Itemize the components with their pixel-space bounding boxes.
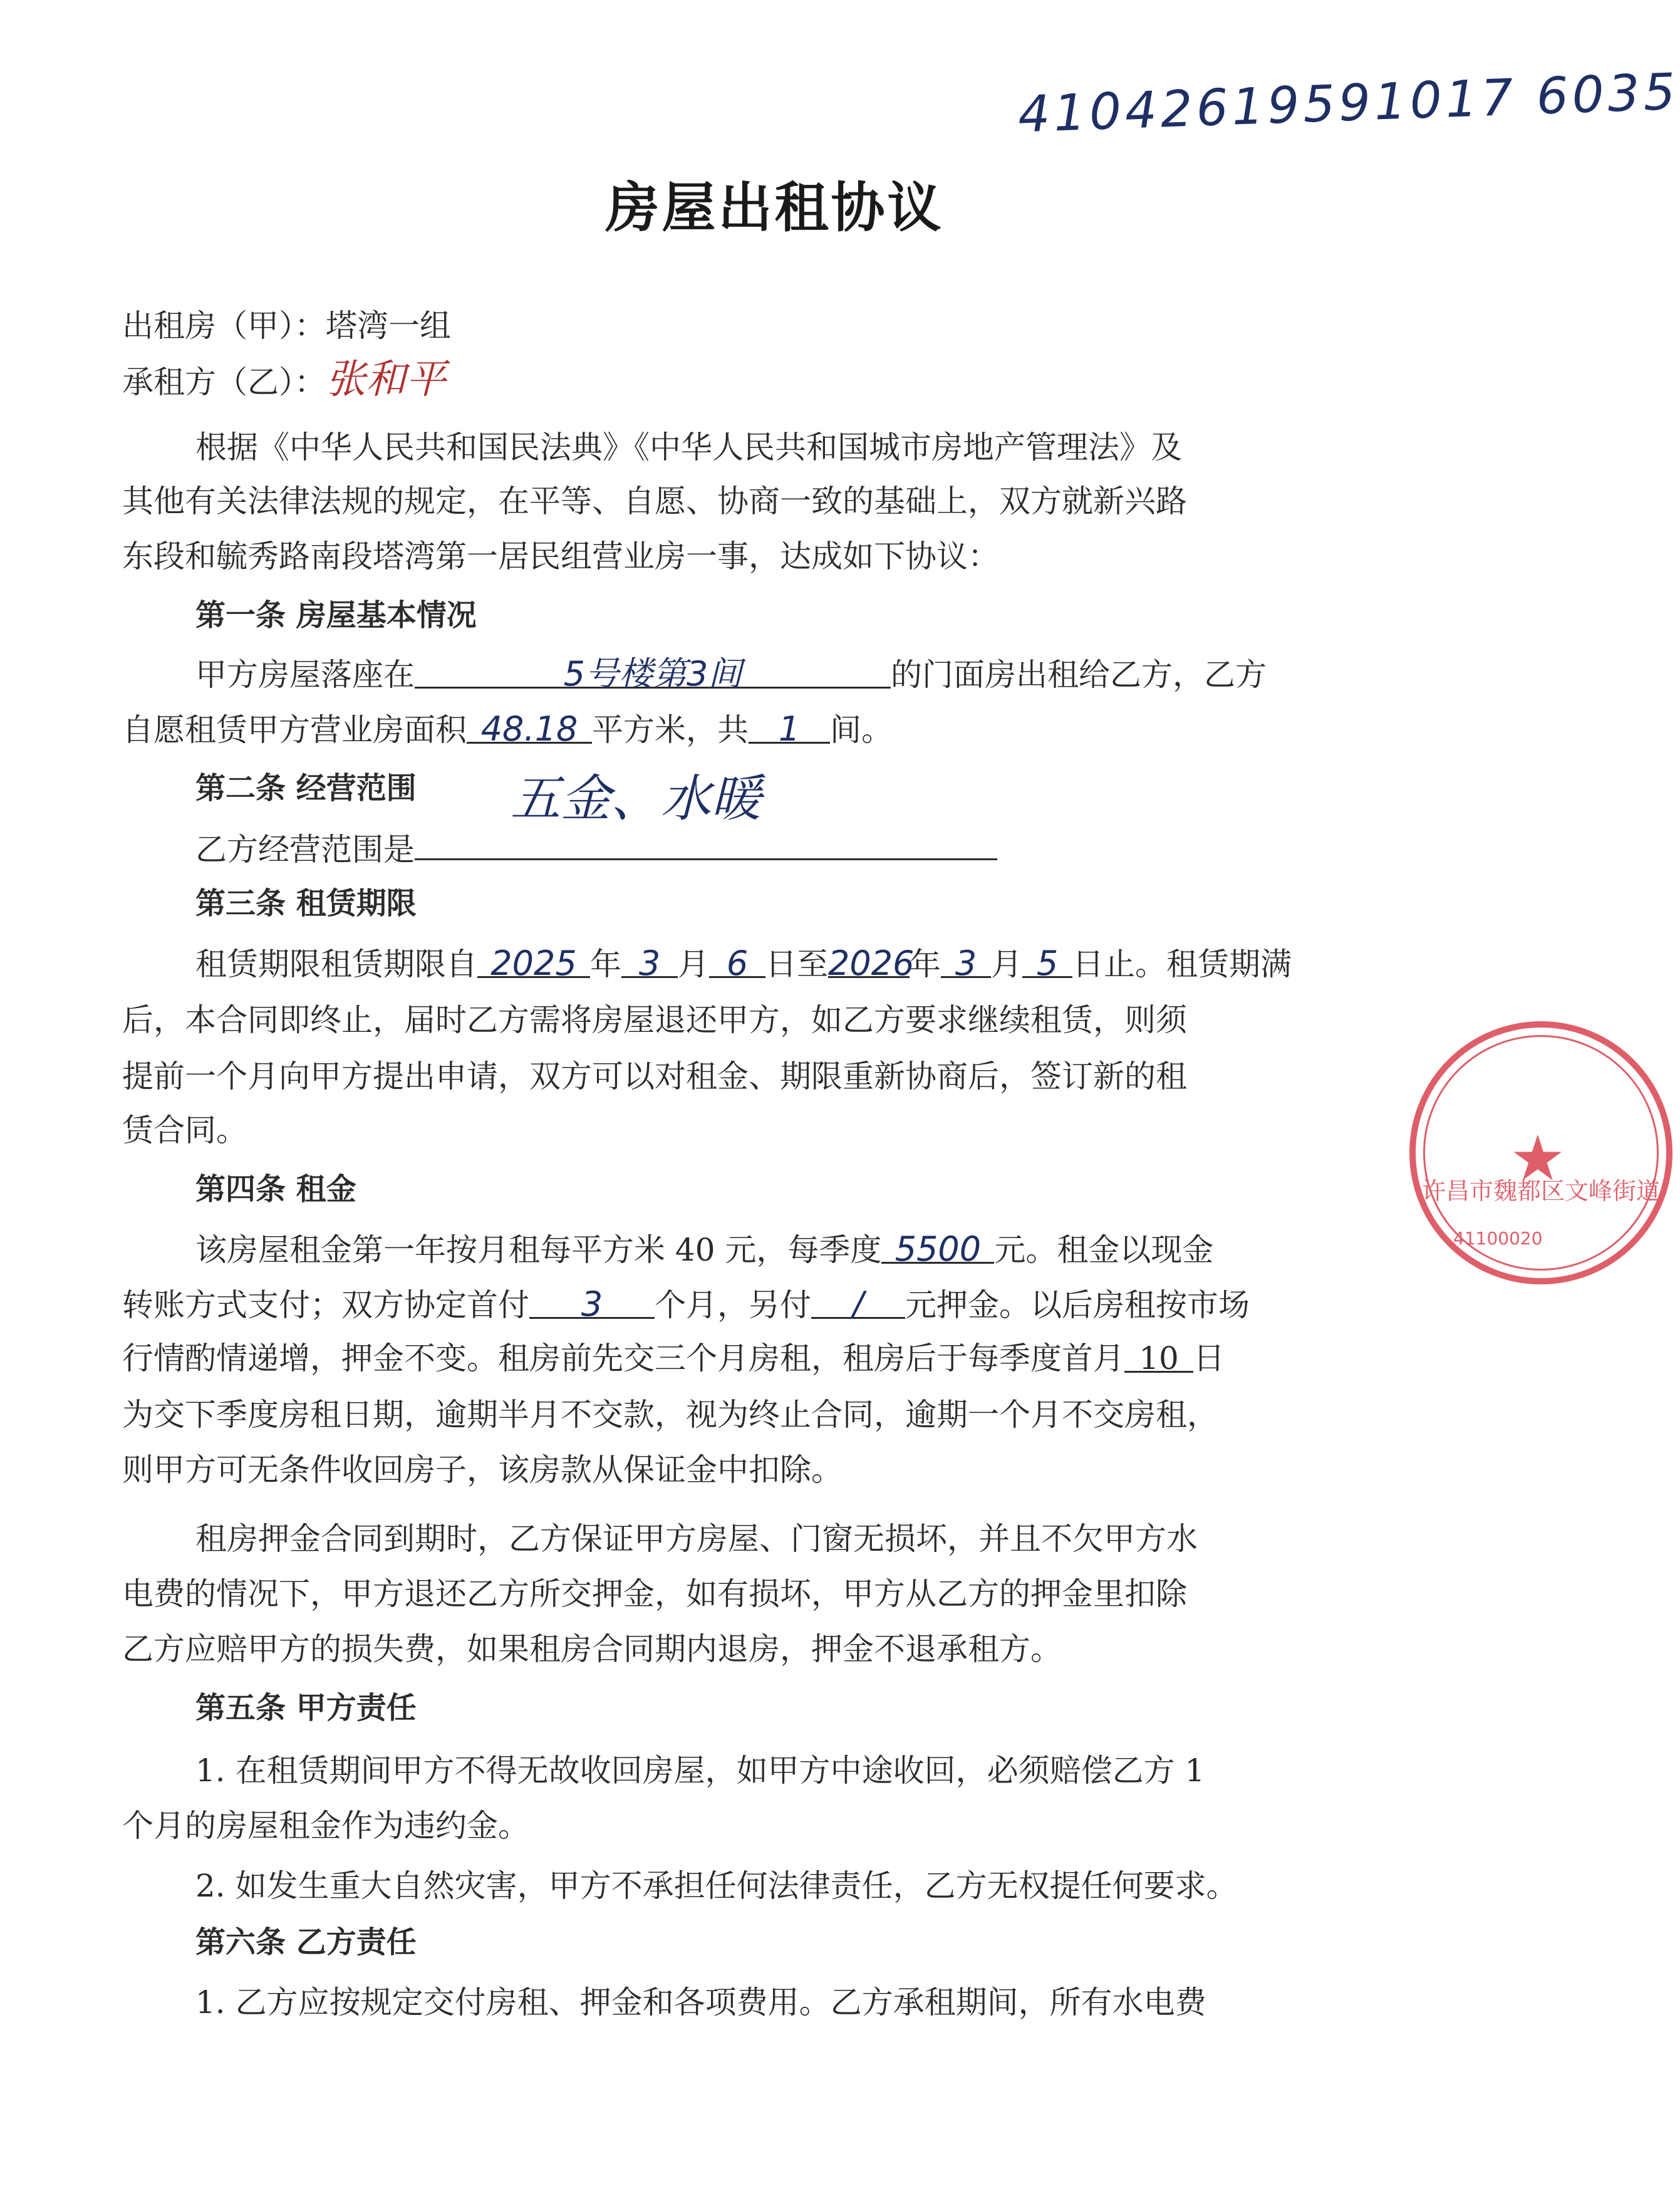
article-1-line-2 xyxy=(122,709,893,750)
document-title: 房屋出租协议 xyxy=(605,177,944,239)
article-4-text: 日 xyxy=(1193,1340,1225,1377)
article-4-text: 元。租金以现金 xyxy=(994,1232,1214,1268)
article-4-text: 个月，另付 xyxy=(655,1287,811,1323)
deposit-blank xyxy=(811,1284,905,1324)
due-day: 10 xyxy=(1139,1340,1179,1377)
location-value: 5号楼第3间 xyxy=(563,654,742,694)
end-day-blank xyxy=(1022,944,1072,983)
article-4-line-4: 为交下季度房租日期，逾期半月不交款，视为终止合同，逾期一个月不交房租， xyxy=(122,1397,1218,1433)
article-3-text: 年 xyxy=(910,946,941,982)
article-1-text: 间。 xyxy=(830,712,893,748)
area-value: 48.18 xyxy=(480,709,578,749)
lessee-line xyxy=(122,356,446,403)
article-3-text: 月 xyxy=(991,946,1022,982)
end-month: 3 xyxy=(955,944,977,983)
article-3-line-4: 赁合同。 xyxy=(122,1112,247,1148)
deposit: / xyxy=(852,1284,864,1324)
lessor-line xyxy=(122,306,451,346)
end-year-blank xyxy=(828,944,915,983)
article-2-text: 乙方经营范围是 xyxy=(195,831,415,868)
location-blank xyxy=(415,654,891,694)
article-3-heading: 第三条 租赁期限 xyxy=(195,886,417,921)
article-5-line-2: 个月的房屋租金作为违约金。 xyxy=(122,1808,529,1844)
lessor-label: 出租房（甲）： xyxy=(122,308,326,344)
article-3-line-3: 提前一个月向甲方提出申请，双方可以对租金、期限重新协商后，签订新的租 xyxy=(122,1058,1187,1095)
scope-handwritten: 五金、水暖 xyxy=(511,769,761,828)
article-4-text: 元押金。以后房租按市场 xyxy=(905,1287,1250,1323)
quarter-fee-blank xyxy=(881,1229,994,1269)
start-year: 2025 xyxy=(490,944,577,983)
article-6-line-1: 1. 乙方应按规定交付房租、押金和各项费用。乙方承租期间，所有水电费 xyxy=(195,1984,1206,2021)
due-day-blank xyxy=(1124,1338,1193,1377)
start-year-blank xyxy=(477,944,590,983)
article-5-line-1: 1. 在租赁期间甲方不得无故收回房屋，如甲方中途收回，必须赔偿乙方 1 xyxy=(195,1752,1205,1789)
article-3-text: 日至 xyxy=(765,946,828,982)
area-blank xyxy=(467,709,592,749)
start-day-blank xyxy=(709,944,765,983)
article-5-line-3: 2. 如发生重大自然灾害，甲方不承担任何法律责任，乙方无权提任何要求。 xyxy=(195,1868,1238,1904)
article-4-line-3 xyxy=(122,1338,1225,1378)
article-4-line-2 xyxy=(122,1284,1250,1325)
article-4-text: 转账方式支付；双方协定首付 xyxy=(122,1287,529,1323)
article-6-heading: 第六条 乙方责任 xyxy=(195,1925,417,1960)
first-months-blank xyxy=(529,1284,655,1324)
lessor-value: 塔湾一组 xyxy=(326,308,451,344)
article-3-text: 租赁期限租赁期限自 xyxy=(195,946,477,982)
article-5-heading: 第五条 甲方责任 xyxy=(195,1690,417,1725)
seal-text: 许昌市魏都区文峰街道 xyxy=(1422,1177,1661,1205)
article-1-heading: 第一条 房屋基本情况 xyxy=(195,598,477,633)
first-months: 3 xyxy=(581,1284,603,1324)
article-4-text: 行情酌情递增，押金不变。租房前先交三个月房租，租房后于每季度首月 xyxy=(122,1340,1124,1377)
article-4-p2-line-1: 租房押金合同到期时，乙方保证甲方房屋、门窗无损坏，并且不欠甲方水 xyxy=(195,1521,1198,1557)
article-3-text: 月 xyxy=(678,946,709,982)
article-1-line-1 xyxy=(195,654,1267,695)
start-day: 6 xyxy=(726,944,749,983)
end-year: 2026 xyxy=(828,944,915,983)
rooms-value: 1 xyxy=(778,709,801,749)
seal-code: 41100020 xyxy=(1453,1228,1543,1249)
article-3-text: 年 xyxy=(590,946,621,982)
lessee-signature: 张和平 xyxy=(326,356,446,403)
preamble-line-3: 东段和毓秀路南段塔湾第一居民组营业房一事，达成如下协议： xyxy=(122,538,999,575)
end-month-blank xyxy=(941,944,991,983)
article-4-heading: 第四条 租金 xyxy=(195,1172,356,1207)
article-2-heading: 第二条 经营范围 xyxy=(195,771,417,806)
article-3-line-1 xyxy=(195,944,1292,984)
end-day: 5 xyxy=(1036,944,1059,983)
article-4-text: 该房屋租金第一年按月租每平方米 40 元，每季度 xyxy=(195,1232,882,1268)
start-month: 3 xyxy=(638,944,661,983)
preamble-line-1: 根据《中华人民共和国民法典》《中华人民共和国城市房地产管理法》及 xyxy=(195,429,1182,466)
article-1-text: 的门面房出租给乙方，乙方 xyxy=(891,657,1267,693)
article-3-line-2: 后，本合同即终止，届时乙方需将房屋退还甲方，如乙方要求继续租赁，则须 xyxy=(122,1002,1187,1038)
article-2-line-1 xyxy=(195,826,997,870)
official-seal xyxy=(1409,1021,1672,1284)
rooms-blank xyxy=(749,709,830,749)
start-month-blank xyxy=(621,944,678,983)
article-4-line-5: 则甲方可无条件收回房子，该房款从保证金中扣除。 xyxy=(122,1452,843,1488)
seal-star-icon: ★ xyxy=(1510,1122,1566,1195)
article-1-text: 甲方房屋落座在 xyxy=(195,657,415,693)
article-4-p2-line-3: 乙方应赔甲方的损失费，如果租房合同期内退房，押金不退承租方。 xyxy=(122,1631,1062,1667)
article-4-p2-line-2: 电费的情况下，甲方退还乙方所交押金，如有损坏，甲方从乙方的押金里扣除 xyxy=(122,1576,1187,1612)
lessee-label: 承租方（乙）： xyxy=(122,364,326,400)
preamble-line-2: 其他有关法律法规的规定，在平等、自愿、协商一致的基础上，双方就新兴路 xyxy=(122,483,1187,519)
article-1-text: 自愿租赁甲方营业房面积 xyxy=(122,712,467,748)
quarter-fee: 5500 xyxy=(894,1229,982,1269)
handwritten-id-number: 41042619591017 6035 xyxy=(1017,62,1680,144)
scope-blank xyxy=(415,826,997,860)
article-4-line-1 xyxy=(195,1229,1213,1270)
article-3-text: 日止。租赁期满 xyxy=(1072,946,1292,982)
article-1-text: 平方米，共 xyxy=(592,712,749,748)
